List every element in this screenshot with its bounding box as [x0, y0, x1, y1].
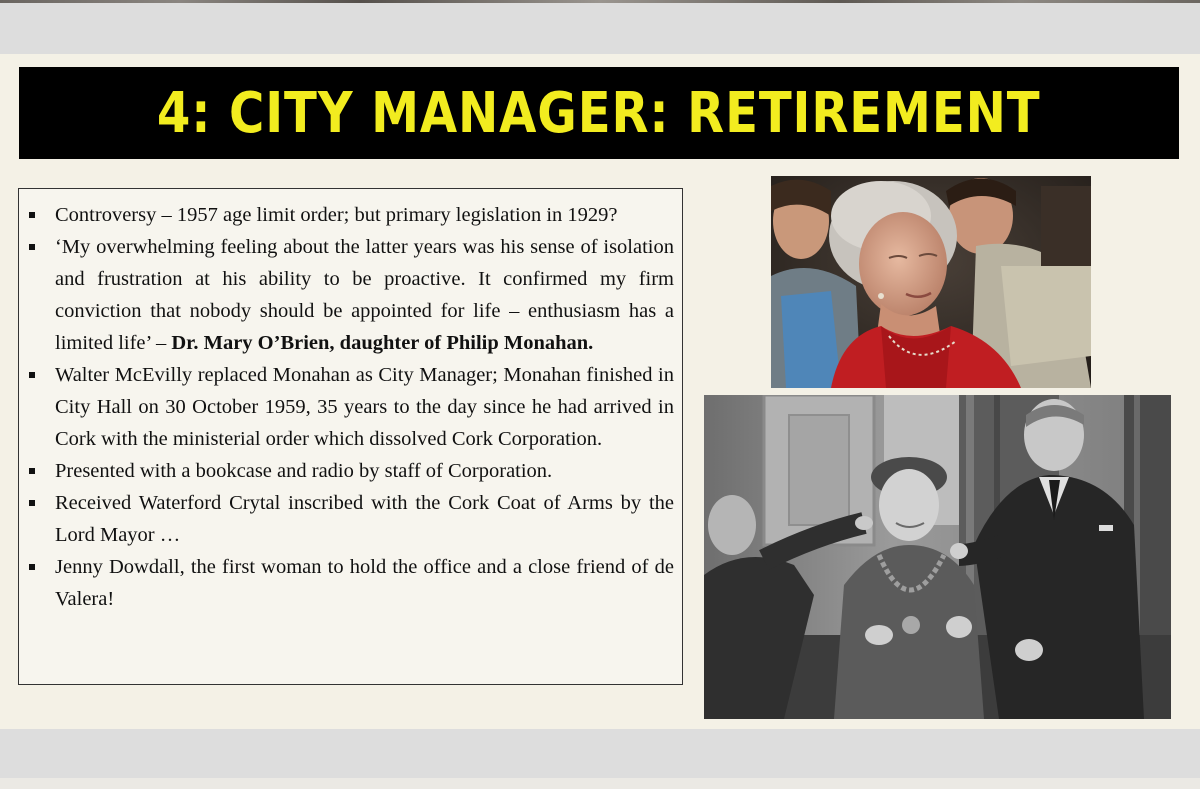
bullet-text: Walter McEvilly replaced Monahan as City Manager; Monahan finished in City Hall on 30 October 1959, 35 years to the day since he had arrived in Cork with the ministerial order which dissolved Cork Corporation. [55, 364, 674, 450]
photo-mary-obrien [771, 176, 1091, 388]
bullet-text: ‘My overwhelming feeling about the latter years was his sense of isolation and frustration at his ability to be proactive. It confirmed my firm conviction that nobody should be appointed for life – enthusiasm has a limited life’ – [55, 236, 674, 354]
bullet-item [55, 551, 674, 615]
bullet-list [55, 199, 674, 615]
bullet-square-icon [29, 212, 35, 218]
bottom-edge [0, 778, 1200, 789]
photo-jenny-dowdall [704, 395, 1171, 719]
bullet-square-icon [29, 468, 35, 474]
bullet-text: Jenny Dowdall, the first woman to hold the office and a close friend of de Valera! [55, 556, 674, 610]
bullet-item [55, 199, 674, 231]
quote-attribution: Dr. Mary O’Brien, daughter of Philip Monahan. [171, 332, 594, 354]
slide [0, 54, 1200, 729]
bullet-square-icon [29, 564, 35, 570]
bullet-text: Controversy – 1957 age limit order; but primary legislation in 1929? [55, 204, 618, 226]
bullet-square-icon [29, 372, 35, 378]
title-bar [19, 67, 1179, 159]
bullet-square-icon [29, 500, 35, 506]
bullet-text: Presented with a bookcase and radio by staff of Corporation. [55, 460, 553, 482]
bullet-item [55, 455, 674, 487]
bullet-item [55, 231, 674, 359]
bullet-item [55, 487, 674, 551]
bullet-text-box [18, 188, 683, 685]
top-image-strip [0, 0, 1200, 3]
bullet-text: Received Waterford Crytal inscribed with the Cork Coat of Arms by the Lord Mayor … [55, 492, 674, 546]
bullet-item [55, 359, 674, 455]
slide-title: 4: CITY MANAGER: RETIREMENT [157, 80, 1041, 146]
bullet-square-icon [29, 244, 35, 250]
